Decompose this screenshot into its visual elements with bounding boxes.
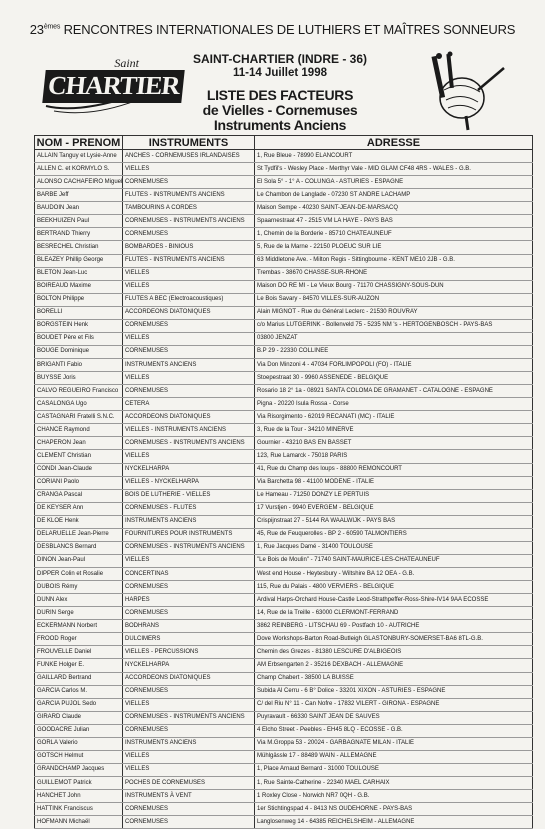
table-row (35, 267, 533, 280)
table-row (35, 620, 533, 633)
cell-name: GOODACRE Julian (35, 724, 123, 737)
cell-address: 41, Rue du Champ des loups - 88800 REMONCOURT (255, 463, 533, 476)
cell-name: HOFMANN Michaël (35, 816, 123, 829)
cell-instruments: ACCORDEONS DIATONIQUES (123, 411, 255, 424)
cell-instruments: CORNEMUSES - INSTRUMENTS ANCIENS (123, 711, 255, 724)
cell-instruments: ACCORDEONS DIATONIQUES (123, 306, 255, 319)
cell-address: 1, Rue Jacques Damé - 31400 TOULOUSE (255, 541, 533, 554)
table-row (35, 594, 533, 607)
cell-name: ALONSO CACHAFEIRO Miguel (35, 176, 123, 189)
cell-name: BOUGE Dominique (35, 345, 123, 358)
cell-name: CALVO REGUEIRO Francisco (35, 385, 123, 398)
cell-instruments: VIELLES (123, 763, 255, 776)
cell-address: 14, Rue de la Treille - 63000 CLERMONT-FERRAND (255, 607, 533, 620)
cell-instruments: INSTRUMENTS ANCIENS (123, 737, 255, 750)
table-row (35, 202, 533, 215)
cell-instruments: ANCHES - CORNEMUSES IRLANDAISES (123, 150, 255, 163)
cell-instruments: CORNEMUSES (123, 228, 255, 241)
cell-instruments: CORNEMUSES (123, 803, 255, 816)
cell-address: B.P 29 - 22330 COLLINEE (255, 345, 533, 358)
table-row (35, 816, 533, 829)
cell-name: CASALONGA Ugo (35, 398, 123, 411)
table-body (35, 150, 533, 829)
table-row (35, 332, 533, 345)
cell-name: BESRECHEL Christian (35, 241, 123, 254)
cell-address: 3, Rue de la Tour - 34210 MINERVE (255, 424, 533, 437)
cell-address: 1, Place Arnaud Bernard - 31000 TOULOUSE (255, 763, 533, 776)
cell-instruments: BOMBARDES - BINIOUS (123, 241, 255, 254)
cell-address: Spaarnestraat 47 - 2515 VM LA HAYE - PAYS BAS (255, 215, 533, 228)
cell-address: St Tydfil's - Wesley Place - Merthyr Vale - MID GLAM CF48 4RS - WALES - G.B. (255, 163, 533, 176)
cell-name: BLEAZEY Phillip George (35, 254, 123, 267)
cell-address: Le Chambon de Langlade - 07230 ST ANDRE LACHAMP (255, 189, 533, 202)
cell-address: Via Risorgimento - 62019 RECANATI (MC) - ITALIE (255, 411, 533, 424)
event-dates: 11-14 Juillet 1998 (233, 67, 327, 79)
list-subtitle-1: de Vielles - Cornemuses (202, 102, 358, 118)
edition-number: 23 (29, 22, 44, 37)
table-row (35, 763, 533, 776)
cell-name: ALLEN C. et KORMYLO S. (35, 163, 123, 176)
table-row (35, 672, 533, 685)
table-row (35, 646, 533, 659)
cell-name: BRIGANTI Fabio (35, 359, 123, 372)
cell-name: BLETON Jean-Luc (35, 267, 123, 280)
cell-name: DIPPER Colin et Rosalie (35, 568, 123, 581)
cell-instruments: CONCERTINAS (123, 568, 255, 581)
cell-instruments: VIELLES - NYCKELHARPA (123, 476, 255, 489)
cell-name: BOIREAUD Maxime (35, 280, 123, 293)
cell-address: Pigna - 20220 Isula Rossa - Corse (255, 398, 533, 411)
cell-instruments: BODHRANS (123, 620, 255, 633)
cell-instruments: CORNEMUSES (123, 176, 255, 189)
cell-instruments: HARPES (123, 594, 255, 607)
table-row (35, 463, 533, 476)
cell-address: Le Hameau - 71250 DONZY LE PERTUIS (255, 489, 533, 502)
cell-name: GIRARD Claude (35, 711, 123, 724)
cell-instruments: TAMBOURINS A CORDES (123, 202, 255, 215)
cell-name: GORLA Valerio (35, 737, 123, 750)
cell-address: West end House - Heytesbury - Wiltshire BA 12 OEA - G.B. (255, 568, 533, 581)
table-row (35, 293, 533, 306)
list-title: LISTE DES FACTEURS (206, 87, 354, 103)
logo-saint-text: Saint (114, 56, 139, 70)
cell-name: ECKERMANN Norbert (35, 620, 123, 633)
cell-name: CHANCE Raymond (35, 424, 123, 437)
cell-address: Gournier - 43210 BAS EN BASSET (255, 437, 533, 450)
cell-address: Stoepestraat 30 - 9960 ASSENEDE - BELGIQUE (255, 372, 533, 385)
cell-instruments: VIELLES (123, 332, 255, 345)
makers-table (34, 135, 533, 829)
title-block (150, 52, 410, 133)
logo-chartier-text: CHARTIER (42, 70, 185, 103)
table-row (35, 241, 533, 254)
headline-text: RENCONTRES INTERNATIONALES DE LUTHIERS ET MAÎTRES SONNEURS (63, 22, 516, 37)
cell-address: Mühlgässle 17 - 88489 WAIN - ALLEMAGNE (255, 750, 533, 763)
table-row (35, 372, 533, 385)
cell-name: DUNN Alex (35, 594, 123, 607)
cell-instruments: FLUTES A BEC (Electroacoustiques) (123, 293, 255, 306)
cell-address: "Le Bois de Moulin" - 71740 SAINT-MAURICE-LES-CHATEAUNEUF (255, 554, 533, 567)
cell-address: AM Erbsengarten 2 - 35216 DEXBACH - ALLEMAGNE (255, 659, 533, 672)
cell-instruments: CORNEMUSES (123, 724, 255, 737)
cell-address: Le Bois Savary - 84570 VILLES-SUR-AUZON (255, 293, 533, 306)
table-row (35, 411, 533, 424)
table-row (35, 306, 533, 319)
cell-address: Dove Workshops-Barton Road-Butleigh GLASTONBURY-SOMERSET-BA6 8TL-G.B. (255, 633, 533, 646)
table-row (35, 790, 533, 803)
cell-address: Puyravault - 66330 SAINT JEAN DE SAUVES (255, 711, 533, 724)
cell-name: BEEKHUIZEN Paul (35, 215, 123, 228)
table-row (35, 385, 533, 398)
cell-address: 03800 JENZAT (255, 332, 533, 345)
cell-name: DELARUELLE Jean-Pierre (35, 528, 123, 541)
table-row (35, 502, 533, 515)
cell-address: 3862 REINBERG - LITSCHAU 69 - Postfach 10 - AUTRICHE (255, 620, 533, 633)
cell-instruments: INSTRUMENTS ANCIENS (123, 359, 255, 372)
cell-name: DINON Jean-Paul (35, 554, 123, 567)
column-header-address: ADRESSE (255, 136, 533, 150)
table-row (35, 489, 533, 502)
cell-instruments: VIELLES (123, 372, 255, 385)
cell-instruments: VIELLES (123, 554, 255, 567)
cell-address: 115, Rue du Palais - 4800 VERVIERS - BELGIQUE (255, 581, 533, 594)
cell-name: FROUVELLE Daniel (35, 646, 123, 659)
cell-address: 1, Chemin de la Borderie - 85710 CHATEAUNEUF (255, 228, 533, 241)
cell-address: 123, Rue Lamarck - 75018 PARIS (255, 450, 533, 463)
cell-address: Via M.Groppa 53 - 20024 - GARBAGNATE MILAN - ITALIE (255, 737, 533, 750)
cell-address: Chemin des Grezes - 81380 LESCURE D'ALBIGEOIS (255, 646, 533, 659)
cell-address: Via Barchetta 98 - 41100 MODENE - ITALIE (255, 476, 533, 489)
cell-address: Via Don Minzoni 4 - 47034 FORLIMPOPOLI (FO) - ITALIE (255, 359, 533, 372)
cell-instruments: CORNEMUSES (123, 319, 255, 332)
cell-address: 1, Rue Bleue - 78990 ELANCOURT (255, 150, 533, 163)
cell-instruments: BOIS DE LUTHERIE - VIELLES (123, 489, 255, 502)
cell-instruments: INSTRUMENTS À VENT (123, 790, 255, 803)
cell-address: 1, Rue Sainte-Catherine - 22340 MAEL CARHAIX (255, 777, 533, 790)
cell-address: 1 Roxley Close - Norwich NR7 0QH - G.B. (255, 790, 533, 803)
table-row (35, 554, 533, 567)
table-row (35, 476, 533, 489)
cell-address: 63 Middletone Ave. - Milton Regis - Sittingbourne - KENT ME10 2JB - G.B. (255, 254, 533, 267)
cell-name: CASTAGNARI Fratelli S.N.C. (35, 411, 123, 424)
cell-address: El Sola 5° - 1° A - COLUNGA - ASTURIES - ESPAGNE (255, 176, 533, 189)
cell-instruments: FLUTES - INSTRUMENTS ANCIENS (123, 254, 255, 267)
cell-address: Alain MIGNOT - Rue du Général Leclerc - 21530 ROUVRAY (255, 306, 533, 319)
table-row (35, 698, 533, 711)
table-header-row (35, 136, 533, 150)
cell-instruments: VIELLES - PERCUSSIONS (123, 646, 255, 659)
cell-name: ALLAIN Tanguy et Lysie-Anne (35, 150, 123, 163)
table-row (35, 176, 533, 189)
cell-instruments: CORNEMUSES - INSTRUMENTS ANCIENS (123, 437, 255, 450)
cell-name: CONDI Jean-Claude (35, 463, 123, 476)
cell-name: DE KEYSER Ann (35, 502, 123, 515)
table-row (35, 228, 533, 241)
cell-name: FROOD Roger (35, 633, 123, 646)
cell-instruments: CORNEMUSES - INSTRUMENTS ANCIENS (123, 215, 255, 228)
cell-name: CHAPERON Jean (35, 437, 123, 450)
cell-address: Rosario 18 2° 1a - 08921 SANTA COLOMA DE GRAMANET - CATALOGNE - ESPAGNE (255, 385, 533, 398)
cell-address: Crispijnstraat 27 - 5144 RA WAALWIJK - PAYS BAS (255, 515, 533, 528)
table-row (35, 607, 533, 620)
table-row (35, 633, 533, 646)
cell-name: GOTSCH Helmut (35, 750, 123, 763)
cell-name: BAUDOIN Jean (35, 202, 123, 215)
cell-name: CRANGA Pascal (35, 489, 123, 502)
cell-instruments: VIELLES (123, 280, 255, 293)
cell-name: DESBLANCS Bernard (35, 541, 123, 554)
cell-address: Trembas - 38670 CHASSE-SUR-RHONE (255, 267, 533, 280)
cell-instruments: CORNEMUSES (123, 385, 255, 398)
cell-instruments: NYCKELHARPA (123, 659, 255, 672)
cell-name: DURIN Serge (35, 607, 123, 620)
table-row (35, 319, 533, 332)
cell-address: Champ Chabert - 38500 LA BUISSE (255, 672, 533, 685)
cell-address: Subida Al Cerru - 6 B° Dolice - 33201 XIXON - ASTURIES - ESPAGNE (255, 685, 533, 698)
cell-instruments: ACCORDEONS DIATONIQUES (123, 672, 255, 685)
cell-instruments: CORNEMUSES (123, 816, 255, 829)
cell-name: BORGSTEIN Henk (35, 319, 123, 332)
cell-instruments: VIELLES - INSTRUMENTS ANCIENS (123, 424, 255, 437)
table-row (35, 711, 533, 724)
cell-instruments: CORNEMUSES (123, 685, 255, 698)
cell-instruments: POCHES DE CORNEMUSES (123, 777, 255, 790)
table-row (35, 541, 533, 554)
cell-name: GAILLARD Bertrand (35, 672, 123, 685)
cell-name: BOUDET Père et Fils (35, 332, 123, 345)
cell-address: c/o Marius LUTGERINK - Bollenveld 75 - 5235 NM 's - HERTOGENBOSCH - PAYS-BAS (255, 319, 533, 332)
cell-name: DE KLOE Henk (35, 515, 123, 528)
cell-address: Ardival Harps-Orchard House-Castle Leod-Strathpeffer-Ross-Shire-IV14 9AA ECOSSE (255, 594, 533, 607)
table-row (35, 398, 533, 411)
cell-instruments: CORNEMUSES - INSTRUMENTS ANCIENS (123, 541, 255, 554)
bagpipe-illustration (418, 50, 508, 132)
table-row (35, 750, 533, 763)
cell-name: BUYSSE Joris (35, 372, 123, 385)
table-row (35, 345, 533, 358)
cell-name: BOLTON Philippe (35, 293, 123, 306)
table-row (35, 215, 533, 228)
cell-instruments: VIELLES (123, 698, 255, 711)
cell-instruments: CORNEMUSES (123, 345, 255, 358)
table-row (35, 803, 533, 816)
table-row (35, 163, 533, 176)
event-headline (0, 22, 545, 37)
table-row (35, 450, 533, 463)
cell-address: 1er Stichtingspad 4 - 8413 NS OUDEHORNE - PAYS-BAS (255, 803, 533, 816)
list-subtitle-2: Instruments Anciens (213, 117, 347, 133)
cell-address: 45, Rue de Feuquerolles - BP 2 - 60590 TALMONTIERS (255, 528, 533, 541)
table-row (35, 189, 533, 202)
cell-name: CORIANI Paolo (35, 476, 123, 489)
table-row (35, 254, 533, 267)
cell-instruments: NYCKELHARPA (123, 463, 255, 476)
cell-instruments: FOURNITURES POUR INSTRUMENTS (123, 528, 255, 541)
table-row (35, 777, 533, 790)
cell-address: 5, Rue de la Marne - 22150 PLOEUC SUR LIE (255, 241, 533, 254)
table-row (35, 685, 533, 698)
table-row (35, 424, 533, 437)
cell-name: FUNKE Holger E. (35, 659, 123, 672)
cell-instruments: CETERA (123, 398, 255, 411)
column-header-name: NOM - PRENOM (35, 136, 123, 150)
table-row (35, 659, 533, 672)
saint-chartier-logo (40, 54, 181, 118)
cell-address: 4 Elcho Street - Peebles - EH45 8LQ - ECOSSE - G.B. (255, 724, 533, 737)
cell-name: GARCIA Carlos M. (35, 685, 123, 698)
cell-address: Maison Sempe - 40230 SAINT-JEAN-DE-MARSACQ (255, 202, 533, 215)
cell-name: DUBOIS Rémy (35, 581, 123, 594)
cell-instruments: FLUTES - INSTRUMENTS ANCIENS (123, 189, 255, 202)
cell-instruments: CORNEMUSES (123, 581, 255, 594)
cell-address: Maison DO RE MI - Le Vieux Bourg - 71170 CHASSIGNY-SOUS-DUN (255, 280, 533, 293)
table-row (35, 568, 533, 581)
cell-name: HATTINK Franciscus (35, 803, 123, 816)
event-place: SAINT-CHARTIER (INDRE - 36) (192, 52, 367, 66)
table-row (35, 581, 533, 594)
cell-name: GRANDCHAMP Jacques (35, 763, 123, 776)
cell-address: C/ del Riu N° 11 - Can Nofre - 17832 VILERT - GIRONA - ESPAGNE (255, 698, 533, 711)
cell-instruments: VIELLES (123, 750, 255, 763)
table-row (35, 515, 533, 528)
table-row (35, 280, 533, 293)
cell-instruments: CORNEMUSES (123, 607, 255, 620)
cell-instruments: INSTRUMENTS ANCIENS (123, 515, 255, 528)
table-row (35, 528, 533, 541)
table-row (35, 737, 533, 750)
cell-name: GARCIA PUJOL Sedo (35, 698, 123, 711)
table-row (35, 437, 533, 450)
cell-name: BERTRAND Thierry (35, 228, 123, 241)
cell-name: HANCHET John (35, 790, 123, 803)
cell-instruments: DULCIMERS (123, 633, 255, 646)
table-row (35, 359, 533, 372)
cell-name: GUILLEMOT Patrick (35, 777, 123, 790)
cell-address: 17 Vurstjen - 9940 EVERGEM - BELGIQUE (255, 502, 533, 515)
cell-address: Langlosenweg 14 - 64385 REICHELSHEIM - ALLEMAGNE (255, 816, 533, 829)
cell-instruments: VIELLES (123, 163, 255, 176)
cell-name: BARBE Jeff (35, 189, 123, 202)
table-row (35, 150, 533, 163)
cell-name: CLEMENT Christian (35, 450, 123, 463)
cell-instruments: VIELLES (123, 267, 255, 280)
cell-instruments: VIELLES (123, 450, 255, 463)
cell-name: BORELLI (35, 306, 123, 319)
cell-instruments: CORNEMUSES - FLUTES (123, 502, 255, 515)
column-header-instruments: INSTRUMENTS (123, 136, 255, 150)
table-row (35, 724, 533, 737)
edition-suffix: èmes (43, 23, 61, 31)
